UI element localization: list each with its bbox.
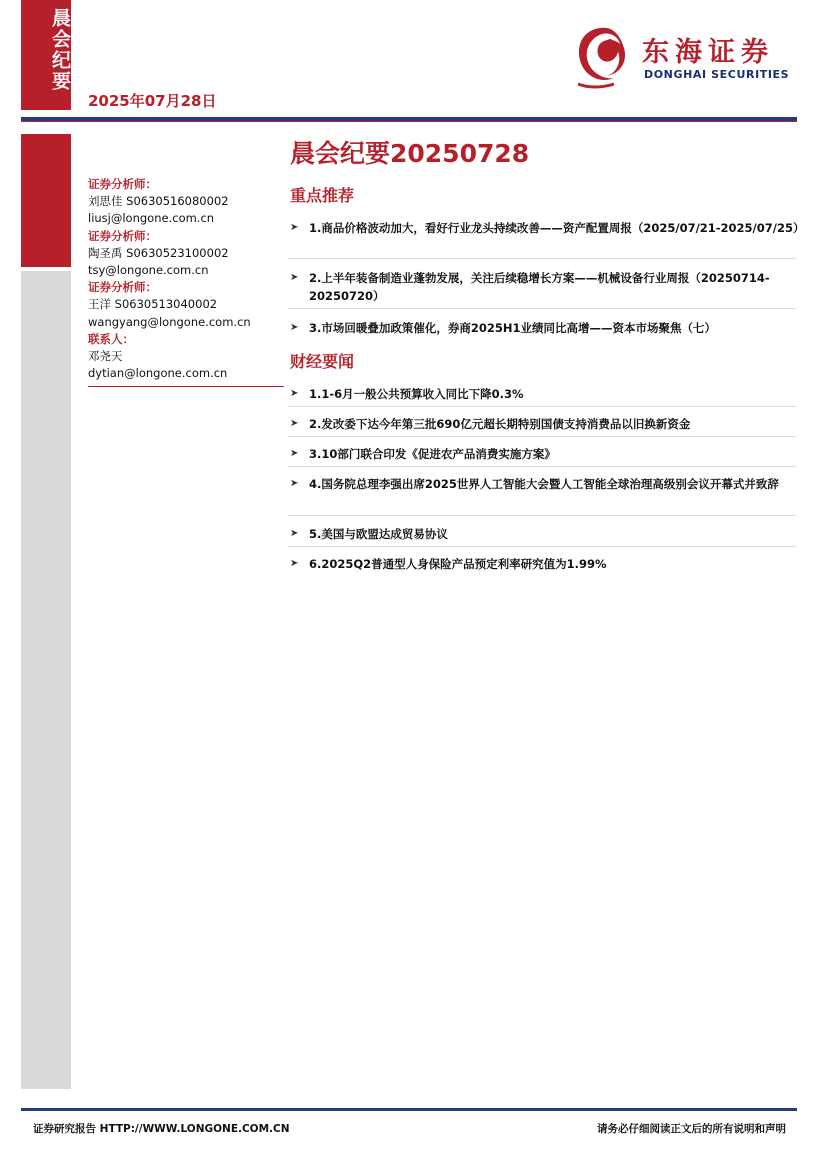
analyst-name: 王洋 S0630513040002 <box>88 297 218 312</box>
item-divider <box>288 258 796 259</box>
footer-website[interactable]: 证券研究报告 HTTP://WWW.LONGONE.COM.CN <box>33 1123 290 1135</box>
item-divider <box>288 436 796 437</box>
arrow-bullet-icon: ➤ <box>290 388 299 399</box>
arrow-bullet-icon: ➤ <box>290 528 299 539</box>
page-title: 晨会纪要20250728 <box>290 139 530 168</box>
news-item[interactable] <box>290 555 800 573</box>
analyst-entry <box>88 176 288 228</box>
analyst-role: 证券分析师： <box>88 228 157 243</box>
news-item-text: 6.2025Q2普通型人身保险产品预定利率研究值为1.99% <box>309 557 607 571</box>
news-item[interactable] <box>290 525 800 543</box>
arrow-bullet-icon: ➤ <box>290 448 299 459</box>
recommend-item-text: 3.市场回暖叠加政策催化，券商2025H1业绩同比高增——资本市场聚焦（七） <box>309 321 716 335</box>
analyst-divider <box>88 386 284 387</box>
section-heading-news: 财经要闻 <box>290 352 355 371</box>
contact-name: 邓尧天 <box>88 349 123 364</box>
item-divider <box>288 406 796 407</box>
news-item-text: 4.国务院总理李强出席2025世界人工智能大会暨人工智能全球治理高级别会议开幕式并致辞 <box>309 477 779 491</box>
recommend-item-text: 2.上半年装备制造业蓬勃发展，关注后续稳增长方案——机械设备行业周报（20250714-20250720） <box>309 271 770 303</box>
news-item[interactable] <box>290 475 800 493</box>
analyst-entry <box>88 228 288 280</box>
section-heading-recommend: 重点推荐 <box>290 186 355 205</box>
footer-disclaimer: 请务必仔细阅读正文后的所有说明和声明 <box>597 1123 786 1135</box>
dragon-logo-icon <box>570 22 632 92</box>
report-date: 2025年07月28日 <box>88 92 217 110</box>
analyst-email[interactable]: tsy@longone.com.cn <box>88 263 209 278</box>
news-item-text: 5.美国与欧盟达成贸易协议 <box>309 527 448 541</box>
company-logo <box>570 22 800 92</box>
recommend-item-text: 1.商品价格波动加大，看好行业龙头持续改善——资产配置周报（2025/07/21-2025/07/25） <box>309 221 805 235</box>
logo-chinese-name: 东海证券 <box>642 37 774 68</box>
analyst-email[interactable]: wangyang@longone.com.cn <box>88 314 251 329</box>
news-item[interactable] <box>290 385 800 403</box>
side-tab-label: 晨会纪要 <box>49 8 71 92</box>
news-item-text: 3.10部门联合印发《促进农产品消费实施方案》 <box>309 447 556 461</box>
item-divider <box>288 466 796 467</box>
recommend-item[interactable] <box>290 219 805 237</box>
arrow-bullet-icon: ➤ <box>290 558 299 569</box>
arrow-bullet-icon: ➤ <box>290 322 299 333</box>
recommend-item[interactable] <box>290 269 800 305</box>
news-item[interactable] <box>290 445 800 463</box>
analyst-name: 刘思佳 S0630516080002 <box>88 194 229 209</box>
contact-entry <box>88 331 288 383</box>
analyst-entry <box>88 279 288 331</box>
item-divider <box>288 546 796 547</box>
item-divider <box>288 515 796 516</box>
analyst-name: 陶圣禹 S0630523100002 <box>88 245 229 260</box>
news-item-text: 1.1-6月一般公共预算收入同比下降0.3% <box>309 387 524 401</box>
analyst-list <box>88 176 288 382</box>
news-item-text: 2.发改委下达今年第三批690亿元超长期特别国债支持消费品以旧换新资金 <box>309 417 691 431</box>
sidebar-red-block <box>21 134 71 267</box>
header-divider-accent <box>21 121 797 122</box>
analyst-role: 证券分析师： <box>88 177 157 191</box>
arrow-bullet-icon: ➤ <box>290 478 299 489</box>
sidebar-grey-block <box>21 271 71 1089</box>
arrow-bullet-icon: ➤ <box>290 272 299 283</box>
recommend-item[interactable] <box>290 319 800 337</box>
contact-email[interactable]: dytian@longone.com.cn <box>88 366 228 381</box>
item-divider <box>288 308 796 309</box>
arrow-bullet-icon: ➤ <box>290 222 299 233</box>
contact-role: 联系人： <box>88 331 134 346</box>
news-item[interactable] <box>290 415 800 433</box>
footer-divider <box>21 1108 797 1111</box>
logo-english-name: DONGHAI SECURITIES <box>644 68 790 81</box>
arrow-bullet-icon: ➤ <box>290 418 299 429</box>
analyst-email[interactable]: liusj@longone.com.cn <box>88 211 215 226</box>
analyst-role: 证券分析师： <box>88 280 157 295</box>
